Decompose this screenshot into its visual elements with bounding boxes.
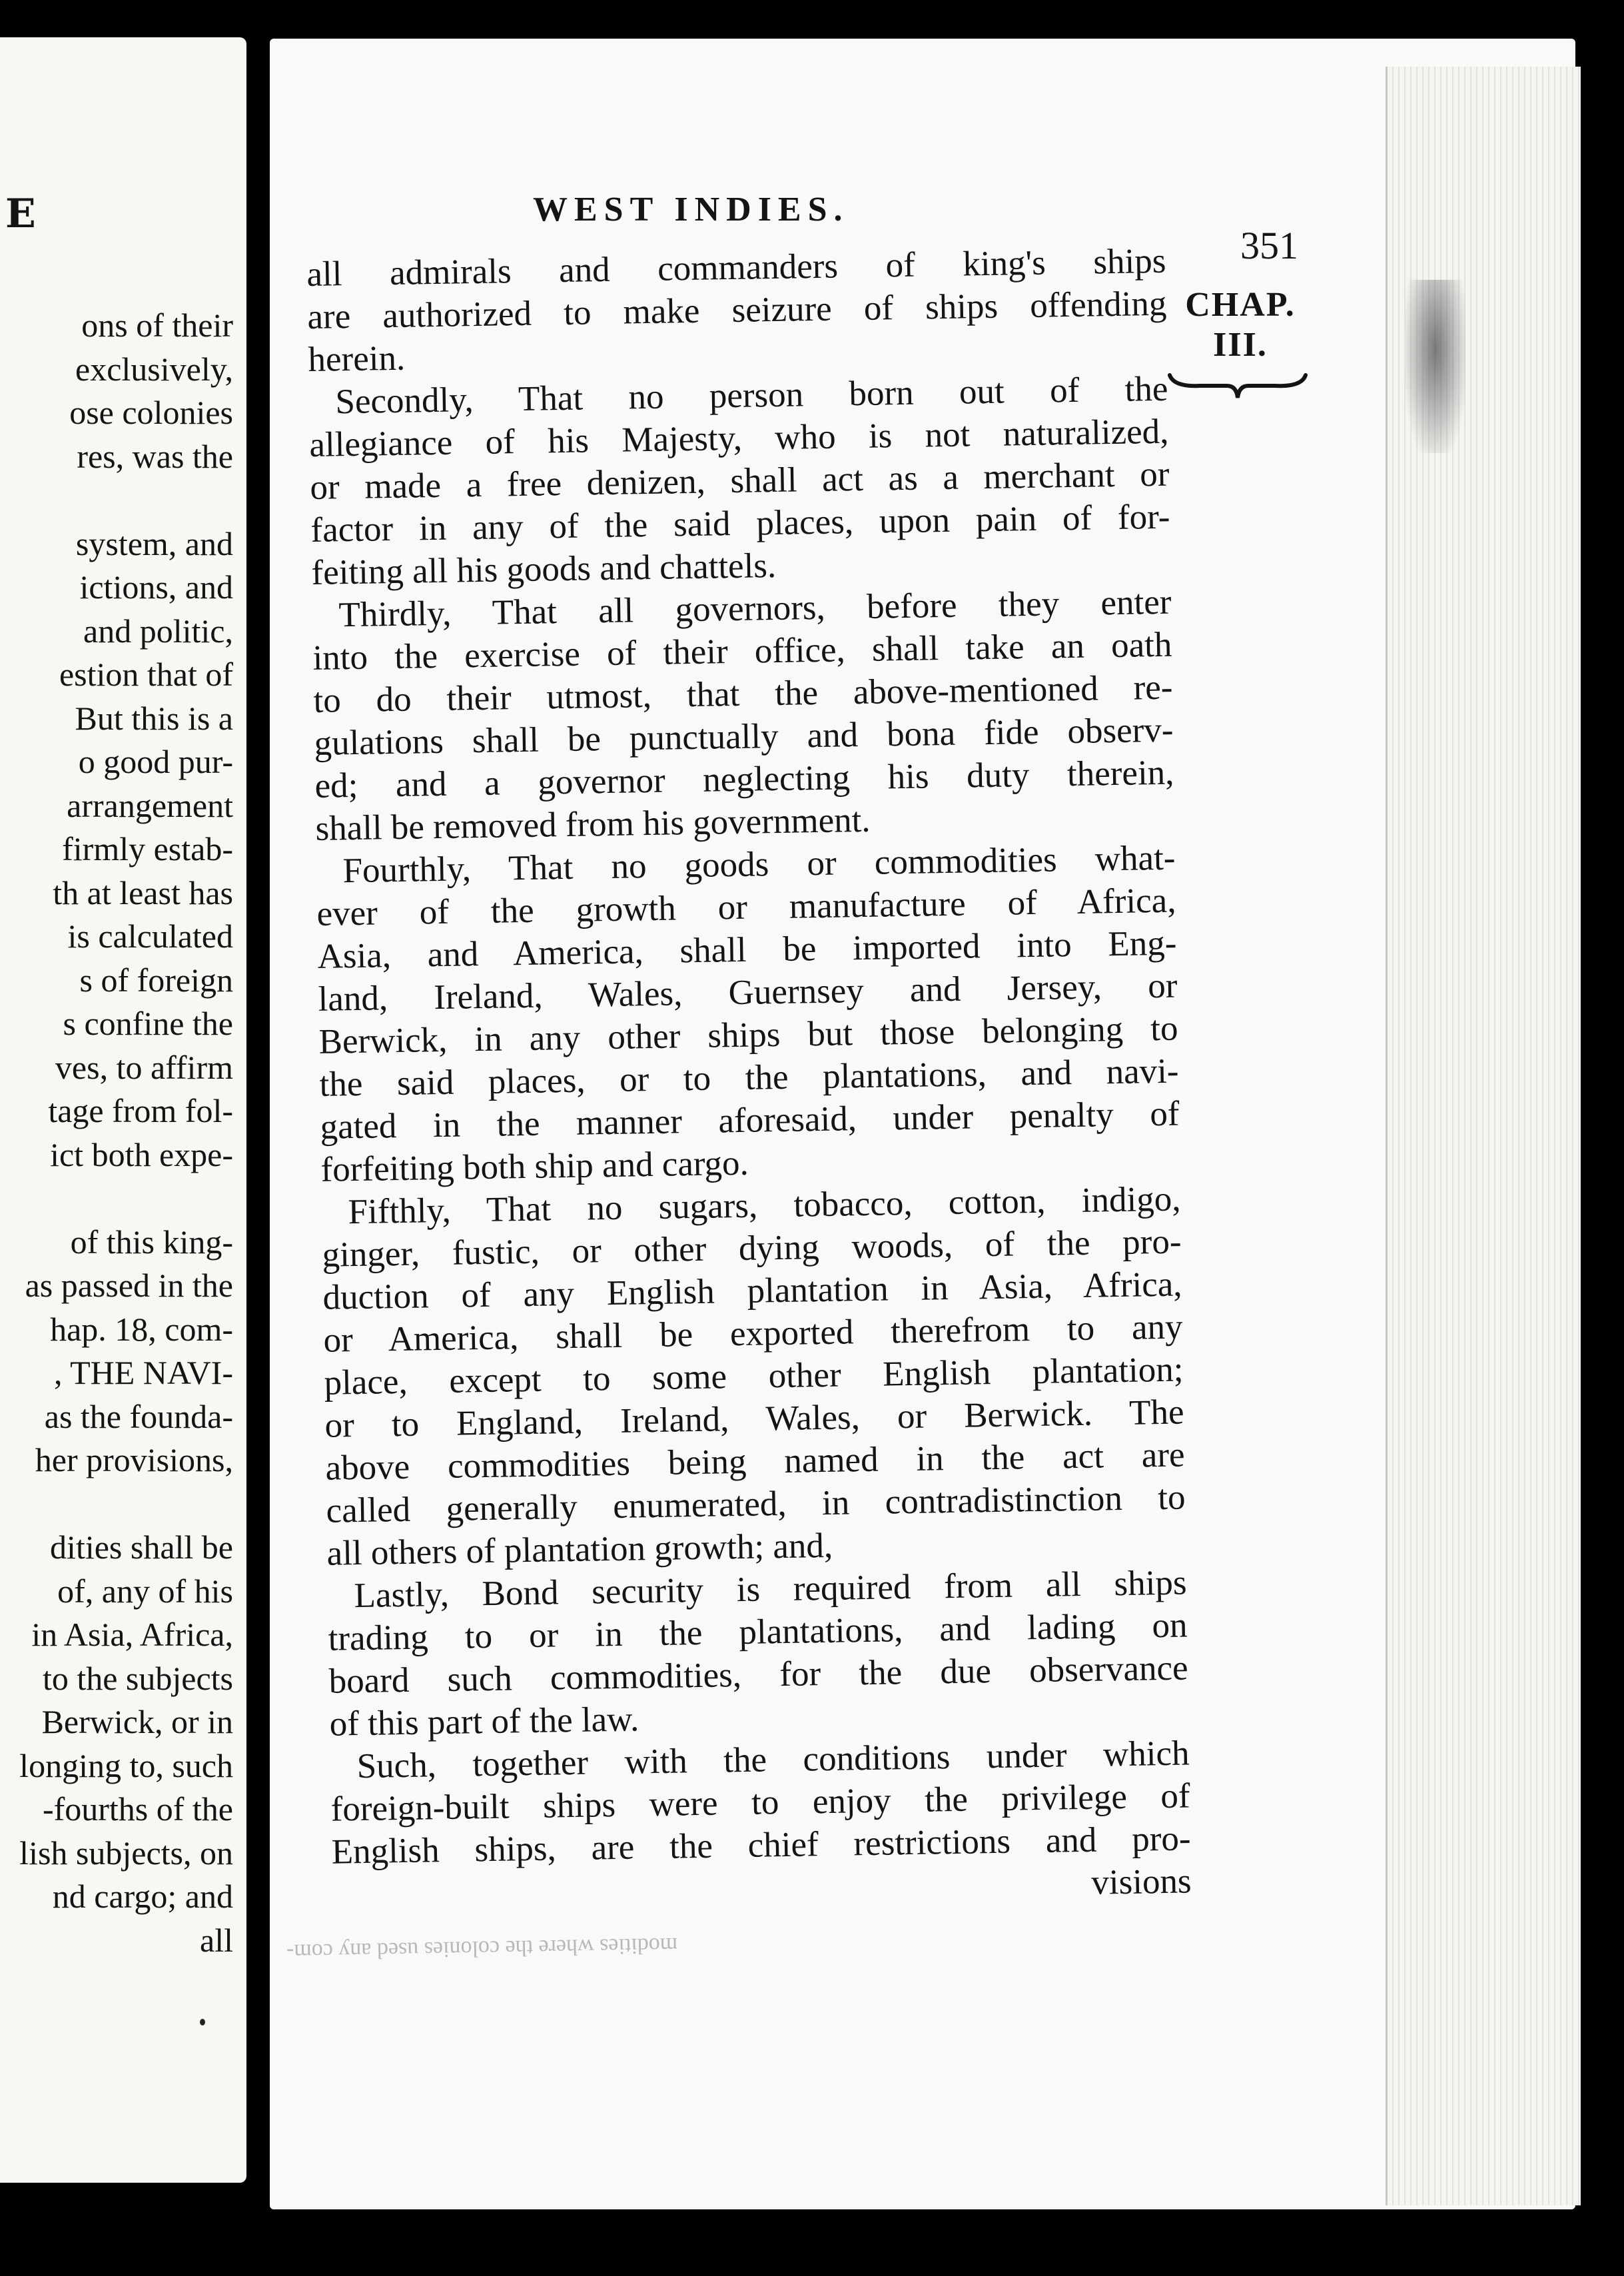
left-line: all — [200, 1921, 233, 1959]
text-line: all admirals and commanders of king's ships — [306, 241, 1166, 294]
left-line: s confine the — [63, 1005, 233, 1042]
left-page-text — [0, 304, 233, 1962]
text-line: above commodities being named in the act are — [325, 1435, 1185, 1488]
text-line: English ships, are the chief restrictions and pro- — [331, 1819, 1191, 1872]
chapter-label — [1167, 285, 1314, 365]
left-line: nd cargo; and — [52, 1878, 233, 1915]
text-line: Fifthly, That no sugars, tobacco, cotton, indigo, — [348, 1179, 1181, 1232]
text-line: all others of plantation growth; and, — [326, 1526, 833, 1573]
ink-smudge — [1406, 280, 1465, 453]
left-line: ons of their — [81, 306, 233, 344]
left-line: in Asia, Africa, — [31, 1616, 233, 1653]
left-line: res, was the — [77, 437, 233, 475]
left-line: system, and — [75, 524, 233, 562]
text-line: are authorized to make seizure of ships offending — [307, 284, 1167, 336]
text-line: allegiance of his Majesty, who is not naturalized, — [309, 412, 1169, 464]
left-facing-page — [0, 37, 246, 2183]
text-line: Asia, and America, shall be imported into Eng- — [317, 923, 1177, 976]
left-line: But this is a — [75, 699, 233, 737]
text-line: the said places, or to the plantations, and navi- — [319, 1051, 1179, 1104]
body-text — [306, 240, 1192, 1916]
left-line: is calculated — [67, 917, 233, 955]
text-line: or America, shall be exported therefrom to any — [323, 1307, 1183, 1360]
text-line: of this part of the law. — [329, 1700, 639, 1744]
text-line: or made a free denizen, shall act as a merchant or — [310, 454, 1170, 507]
left-line: -fourths of the — [42, 1790, 233, 1828]
left-line: th at least has — [53, 873, 233, 911]
text-line: or to England, Ireland, Wales, or Berwick. The — [324, 1393, 1184, 1445]
text-line: ed; and a governor neglecting his duty therein, — [314, 753, 1174, 806]
left-line: of this king- — [70, 1223, 233, 1261]
left-line: tage from fol- — [48, 1092, 233, 1129]
text-line: foreign-built ships were to enjoy the privilege of — [330, 1776, 1190, 1829]
chapter-number: III. — [1213, 326, 1268, 364]
left-line: arrangement — [67, 786, 233, 824]
left-line: longing to, such — [19, 1746, 233, 1784]
left-line: her provisions, — [35, 1441, 233, 1478]
text-line: herein. — [308, 338, 406, 379]
text-line: feiting all his goods and chattels. — [311, 546, 777, 592]
left-line: as the founda- — [44, 1397, 233, 1435]
left-line: Berwick, or in — [41, 1703, 233, 1740]
text-line: Lastly, Bond security is required from all ships — [354, 1563, 1187, 1616]
left-line: exclusively, — [75, 350, 233, 388]
chapter-brace-ornament — [1167, 370, 1308, 403]
left-line: as passed in the — [25, 1267, 233, 1304]
left-running-head: E — [5, 191, 37, 237]
text-line: forfeiting both ship and cargo. — [320, 1143, 749, 1189]
text-line: land, Ireland, Wales, Guernsey and Jersey, or — [318, 966, 1178, 1019]
left-line: dities shall be — [50, 1528, 233, 1566]
left-line — [0, 1482, 233, 1526]
left-line: , THE NAVI- — [54, 1354, 233, 1391]
text-line: trading to or in the plantations, and lading on — [328, 1606, 1188, 1658]
text-line: shall be removed from his government. — [315, 800, 871, 848]
left-line: lish subjects, on — [19, 1834, 233, 1872]
left-line: ict both expe- — [50, 1135, 233, 1173]
left-line: to the subjects — [42, 1659, 233, 1697]
left-line — [0, 478, 233, 522]
text-line: board such commodities, for the due observance — [328, 1648, 1188, 1701]
left-line: hap. 18, com- — [50, 1310, 233, 1348]
left-line: of, any of his — [57, 1572, 233, 1610]
running-head: WEST INDIES. — [533, 191, 849, 229]
text-line: to do their utmost, that the above-mentioned re- — [313, 668, 1173, 720]
text-line: gated in the manner aforesaid, under penalty of — [320, 1094, 1180, 1147]
bleed-through-text: modities where the colonies used any com- — [286, 1932, 678, 1965]
catchword: visions — [1090, 1862, 1192, 1902]
ink-speck — [200, 2019, 205, 2025]
left-line: and politic, — [83, 612, 233, 650]
page-number: 351 — [1240, 224, 1298, 267]
text-line: into the exercise of their office, shall take an oath — [312, 625, 1172, 678]
text-line: duction of any English plantation in Asia, Africa, — [322, 1265, 1182, 1317]
left-line: o good pur- — [78, 743, 233, 780]
text-line: Such, together with the conditions under which — [356, 1734, 1190, 1786]
text-line: Secondly, That no person born out of the — [335, 369, 1168, 422]
left-line: s of foreign — [79, 961, 233, 999]
text-line: Fourthly, That no goods or commodities what- — [342, 838, 1176, 891]
text-line: Berwick, in any other ships but those belonging to — [318, 1009, 1178, 1061]
text-line: Thirdly, That all governors, before they enter — [338, 582, 1172, 635]
left-line: estion that of — [59, 656, 233, 693]
text-line: called generally enumerated, in contradistinction to — [326, 1478, 1186, 1530]
left-line: firmly estab- — [62, 830, 233, 867]
left-line: ictions, and — [79, 568, 233, 606]
left-line — [0, 1177, 233, 1221]
left-line: ves, to affirm — [55, 1048, 233, 1086]
left-line: ose colonies — [69, 394, 233, 431]
text-line: gulations shall be punctually and bona fide observ- — [314, 710, 1174, 763]
text-line: ever of the growth or manufacture of Africa, — [316, 881, 1176, 933]
chapter-word: CHAP. — [1185, 286, 1296, 324]
text-line: ginger, fustic, or other dying woods, of the pro- — [322, 1222, 1182, 1275]
text-line: factor in any of the said places, upon pain of for- — [310, 497, 1170, 550]
text-line: place, except to some other English plantation; — [324, 1350, 1184, 1403]
